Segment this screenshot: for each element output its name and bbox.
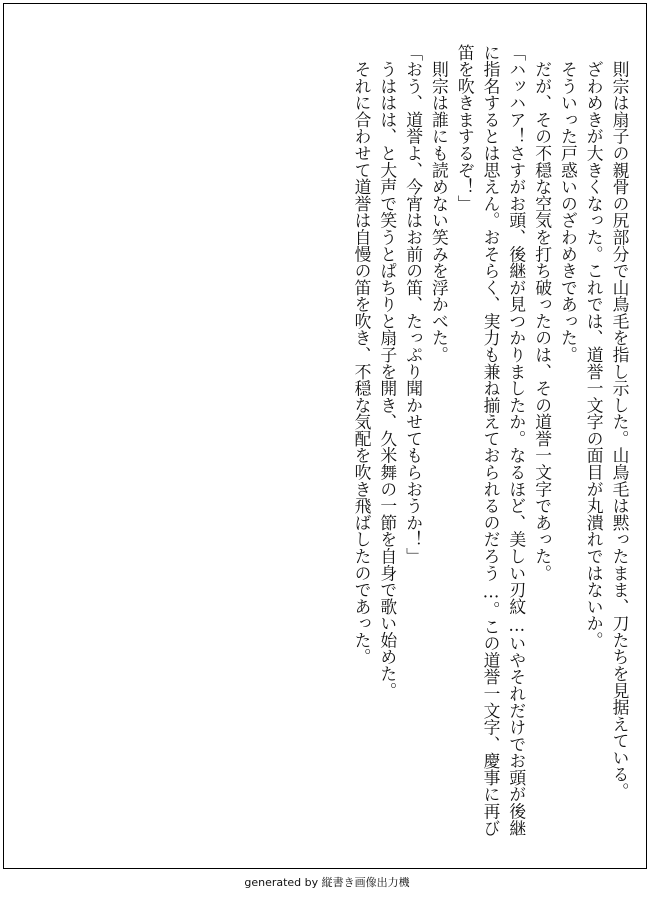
- paragraph: ざわめきが大きくなった。これでは、道誉一文字の面目が丸潰れではないか。: [584, 44, 605, 649]
- generator-footer: generated by 縦書き画像出力機: [244, 876, 410, 889]
- page-frame: [3, 3, 647, 869]
- paragraph: 「ハッハア！さすがお頭、後継が見つかりましたか。なるほど、美しい刃紋…いやそれだけでお頭が後継に指名するとは思えん。おそらく、実力も兼ね揃えておられるのだろう…。この道誉一文字、慶事に再び笛を吹きまするぞ！」: [455, 44, 527, 837]
- paragraph: 則宗は扇子の親骨の尻部分で山鳥毛を指し示した。山鳥毛は黙ったまま、刀たちを見据えている。: [610, 44, 630, 800]
- paragraph: うははは、と大声で笑うとぱちりと扇子を開き、久米舞の一節を自身で歌い始めた。: [377, 44, 398, 699]
- paragraph: 「おう、道誉よ、今宵はお前の笛、たっぷり聞かせてもらおうか！」: [403, 44, 424, 565]
- paragraph: そういった戸惑いのざわめきであった。: [558, 44, 579, 364]
- paragraph: それに合わせて道誉は自慢の笛を吹き、不穏な気配を吹き飛ばしたのであった。: [352, 44, 373, 666]
- paragraph: だが、その不穏な空気を打ち破ったのは、その道誉一文字であった。: [532, 44, 553, 582]
- vertical-text-body: [348, 44, 632, 844]
- paragraph: 則宗は誰にも読めない笑みを浮かべた。: [429, 44, 450, 364]
